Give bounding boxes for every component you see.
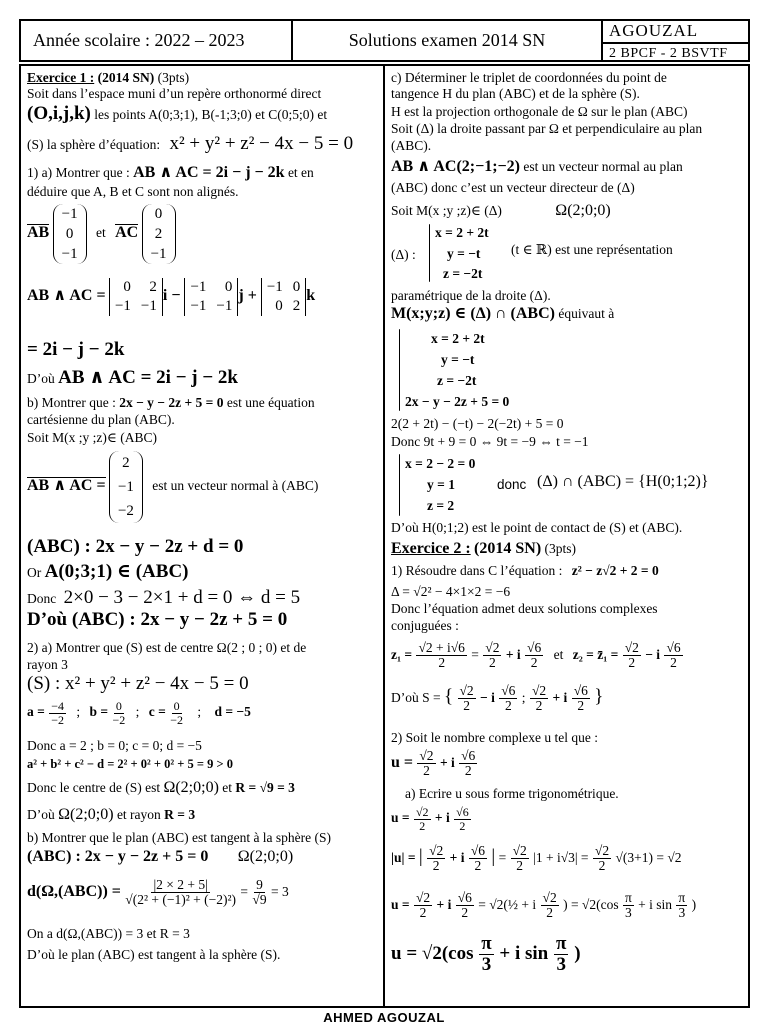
text-line: Soit dans l’espace muni d’un repère orthonormé direct [27,86,322,101]
plane-and-centre [27,849,293,865]
text-line: (ABC) donc c’est un vecteur directeur de (Δ) [391,180,635,195]
fraction [454,806,471,832]
vector-component: 0 [154,206,163,222]
frac-den: 3 [678,905,686,921]
q1b-equation: 2x − y − 2z + 5 = 0 [119,395,224,410]
frame-line [27,103,328,124]
question-1b [27,395,315,411]
class-names: 2 BPCF - 2 BSVTF [609,46,728,61]
plane-general-eq: (ABC) : 2x − y − 2z + d = 0 [27,536,244,557]
intersection-line [391,306,614,322]
system-row: x = 2 − 2 = 0 [405,456,476,471]
vector-component: 2 [154,226,163,242]
det-entry: 0 [292,279,301,295]
frac-num: √2 [512,843,527,858]
system-brace [429,224,430,282]
trig-part: ½ + i [507,896,537,912]
q1-equation: z² − z√2 + 2 = 0 [571,563,659,578]
modulus-middle: |1 + i√3| = [533,849,589,865]
frac-den: 3 [625,905,632,921]
frac-num: √2 + i√6 [418,640,465,655]
contact-point-line: D’où H(0;1;2) est le point de contact de (S) et (ABC). [391,520,683,535]
dou-word: D’où [27,807,55,822]
ex2-year: (2014 SN) [474,540,542,557]
normal-vector-line [391,159,683,175]
left-column [19,64,385,1008]
question-2-ex2: 2) Soit le nombre complexe u tel que : [391,730,598,745]
text-line: (ABC). [391,138,432,153]
tangent-conclusion: D’où le plan (ABC) est tangent à la sphère (S). [27,947,281,962]
centre-conclusion [27,807,195,823]
vectors-line [27,204,176,264]
radius-sum: a² + b² + c² − d = 2² + 0² + 0² + 5 = 9 > 0 [27,757,234,771]
vector-component: −1 [117,479,134,495]
right-column [385,64,750,1008]
radius-text: et rayon [116,807,161,822]
det-entry: −1 [190,298,207,314]
system-row: x = 2 + 2t [435,225,489,240]
vector-component: 2 [122,455,130,471]
distance-line [27,878,289,907]
ex1-points: (3pts) [154,70,190,85]
school-year: Année scolaire : 2022 – 2023 [21,21,293,60]
minus-i: − i [645,646,661,662]
frac-den: 2 [530,655,538,671]
frac-den: 2 [423,763,430,779]
coef-b-label: b = [89,704,109,720]
frac-num: π [481,933,492,954]
frac-den: 2 [489,655,496,671]
plane-equation: (ABC) : 2x − y − 2z + 5 = 0 [27,848,209,865]
equals: = [240,883,249,899]
system-brace [399,454,400,516]
det-entry: 2 [149,279,157,295]
frac-num: √2 [459,683,474,698]
point-in-plane [27,561,189,582]
frac-den: 2 [504,698,512,714]
fraction [676,891,687,920]
fraction [554,934,568,975]
point-on-line [391,203,611,219]
text-line: cartésienne du plan (ABC). [27,412,175,427]
intersection-result: (Δ) ∩ (ABC) = {H(0;1;2)} [537,473,709,490]
cross-result: = 2i − j − 2k [27,339,125,360]
ac-label: AC [115,224,139,242]
distance-label: d(Ω,(ABC)) = [27,882,121,900]
system-row: z = −2t [437,373,477,388]
ex1-title: Exercice 1 : [27,70,95,85]
cross-label: AB ∧ AC = [27,287,106,305]
trig-form-final [391,934,581,975]
text-line: paramétrique de la droite (Δ). [391,288,551,303]
sphere-text: (S) la sphère d’équation: [27,137,161,152]
system-note: (t ∈ ℝ) est une représentation [511,242,673,257]
trig-part: ) = √2(cos [563,896,619,912]
normal-text: est un vecteur normal au plan [520,159,683,174]
text-line: Soit M(x ;y ;z)∈ (ABC) [27,430,157,445]
donc-word: Donc [27,591,57,606]
vector-component: −2 [117,503,134,519]
det-entry: 0 [224,279,233,295]
fraction [458,684,476,713]
z1-label: z₁ = [391,646,413,662]
frac-den: −2 [112,712,126,727]
equals: = [471,646,479,662]
fraction [417,749,435,778]
question-1-ex2 [391,563,659,579]
fraction [664,641,682,670]
det-entry: −1 [216,298,233,314]
q1b-end: est une équation [223,395,315,410]
ab-label: AB [27,224,50,242]
frac-num: √6 [456,805,469,819]
fraction [499,684,517,713]
cross-conclusion-eq: AB ∧ AC = 2i − j − 2k [58,367,238,388]
exercise-2-heading [391,541,576,557]
frac-num: √2 [594,843,610,858]
fraction [469,844,487,873]
fraction [525,641,543,670]
ab-vector [53,204,87,264]
frac-den: 2 [516,858,524,874]
system-row: y = 1 [427,477,455,492]
system-row: z = 2 [427,498,455,513]
and-word: et [222,780,233,795]
frac-den: 2 [438,655,446,671]
frac-den: √(2² + (−1)² + (−2)²) [125,892,237,908]
u-definition [391,749,478,778]
frac-num: π [678,890,686,905]
determinant-k [261,278,306,316]
q1a-text: 1) a) Montrer que : [27,165,130,180]
author-block [603,21,748,60]
frac-den: 2 [459,818,466,833]
ex2-title: Exercice 2 : [391,540,471,557]
ex2-points: (3pts) [541,541,577,556]
det-entry: −1 [114,298,131,314]
fraction [530,684,548,713]
trig-part: = √2( [478,896,508,912]
fraction [541,891,559,920]
det-entry: −1 [140,298,157,314]
distance-fraction [125,878,236,907]
text-line: déduire que A, B et C sont non alignés. [27,184,239,199]
frac-den: 3 [556,953,566,975]
frac-den: 2 [546,905,553,921]
or-word: Or [27,565,42,580]
coefficients-line: a = $\frac{-4}{-2}$ ; b = $\frac{0}{-2}$ ; c = $\frac{0}{-2}$ ; d = −5 [27,699,251,727]
u-definition-2 [391,806,472,832]
frac-num: √2 [415,890,431,905]
author-name: AGOUZAL [603,21,748,44]
frac-den: 2 [461,905,469,921]
plus-i: + i [439,754,455,770]
trig-derivation: u = $\frac{√2}{2}$ + i $\frac{√6}{2}$ = √2(½ + i $\frac{√2}{2}$ ) = √2(cos $\frac{\pi}{3}$ + i sin $\frac{\pi}{3}$ ) [391,890,697,921]
solve-t-line: Donc 9t + 9 = 0 ⇔ 9t = −9 ⇔ t = −1 [391,434,589,449]
fraction [623,891,634,920]
system-row: z = −2t [443,266,483,281]
centre-point: Ω(2;0;0) [237,848,294,865]
text-line: rayon 3 [27,657,68,672]
footer-author: AHMED AGOUZAL [323,1010,445,1025]
solution-label: D’où S = [391,689,441,705]
coefficients-values: Donc a = 2 ; b = 0; c = 0; d = −5 [27,738,202,753]
radius-value: R = √9 = 3 [235,780,295,795]
z2-label: z₂ = z̄₁ = [572,646,619,662]
text-line: Donc l’équation admet deux solutions complexes [391,601,658,616]
modulus-end: √(3+1) = √2 [615,849,682,865]
frac-den: 2 [577,698,585,714]
fraction [459,749,477,778]
cross-label-2: AB ∧ AC = [27,477,106,495]
fraction [427,844,445,873]
fraction [416,641,466,670]
distance-compare: On a d(Ω,(ABC)) = 3 et R = 3 [27,926,190,941]
question-1a [27,165,314,181]
frac-num: π [624,890,632,905]
normal-vector: AB ∧ AC(2;−1;−2) [391,158,520,175]
frac-den: 2 [432,858,440,874]
determinant-i [109,278,163,316]
point-text: Soit M(x ;y ;z)∈ (Δ) [391,203,502,218]
det-entry: 0 [275,298,283,314]
document-title: Solutions examen 2014 SN [293,21,603,60]
frac-num: 9 [256,877,263,892]
modulus-label: |u| = [391,849,416,865]
fraction [483,641,501,670]
discriminant: Δ = √2² − 4×1×2 = −6 [391,584,511,599]
fraction [479,934,493,975]
det-entry: −1 [190,279,207,295]
centre-text: Donc le centre de (S) est [27,780,161,795]
point-a-membership: A(0;3;1) ∈ (ABC) [44,561,189,582]
frac-num: 0 [173,699,180,713]
q1b-text: b) Montrer que : [27,395,116,410]
q1-text: 1) Résoudre dans C l’équation : [391,563,563,578]
frac-den: −2 [51,712,64,727]
centre-line [27,780,295,796]
modulus-line: |u| = | $\frac{√2}{2}$ + i $\frac{√6}{2}$ | = $\frac{√2}{2}$ |1 + i√3| = $\frac{√2}{2}$ √(3+1) = √2 [391,843,682,874]
text-line: tangence H du plan (ABC) et de la sphère (S). [391,86,640,101]
fraction [593,844,611,873]
question-2a-ex2: a) Ecrire u sous forme trigonométrique. [405,786,619,801]
frac-num: √2 [542,890,557,905]
trig-final-part: u = √2(cos [391,942,474,964]
minus-i: − i [480,689,495,705]
det-entry: −1 [266,279,283,295]
substitution-line: 2(2 + 2t) − (−t) − 2(−2t) + 5 = 0 [391,416,564,431]
normal-vector-line [27,451,318,523]
frac-num: √2 [419,748,434,763]
system-row: 2x − y − 2z + 5 = 0 [405,394,510,409]
text-line: conjuguées : [391,618,459,633]
frac-num: √6 [457,890,472,905]
question-1c: c) Déterminer le triplet de coordonnées du point de [391,70,667,85]
system-label: (Δ) : [391,247,416,262]
points-text: les points A(0;3;1), B(-1;3;0) et C(0;5;0) et [90,107,328,122]
coef-d: d = −5 [214,704,251,720]
vector-component: −1 [150,246,167,262]
frac-num: |2 × 2 + 5| [153,877,208,892]
trig-final-part: ) [574,942,581,964]
centre-point: Ω(2;0;0) [555,202,611,219]
vector-component: −1 [61,246,78,262]
solve-d-line [27,587,301,608]
solve-d-eq: 2×0 − 3 − 2×1 + d = 0 ⇔ d = 5 [63,587,301,608]
fraction [414,891,432,920]
vector-component: 0 [65,226,74,242]
sphere-equation-2: (S) : x² + y² + z² − 4x − 5 = 0 [27,673,249,694]
centre-point: Ω(2;0;0) [58,806,114,823]
coef-a-frac [49,700,66,726]
frame-symbol: (O,i,j,k) [27,103,91,124]
determinant-j [184,278,238,316]
u-label: u = [391,810,410,826]
plus-i: + i [436,896,452,912]
roots-line [391,641,684,670]
solution-set-line: D’où S = { $\frac{√2}{2}$ − i $\frac{√6}{2}$ ; $\frac{√2}{2}$ + i $\frac{√6}{2}$ } [391,683,604,714]
system-row: y = −t [441,352,475,367]
frac-num: √2 [429,843,444,858]
det-entry: 0 [123,279,131,295]
ex1-year: (2014 SN) [94,70,155,85]
fraction [572,684,590,713]
frac-den: 2 [464,763,472,779]
q1a-equation: AB ∧ AC = 2i − j − 2k [133,164,285,181]
plus-i: + i [552,689,568,705]
frac-num: −4 [51,699,64,713]
normal-text: est un vecteur normal à (ABC) [152,478,319,494]
frac-num: √2 [485,640,500,655]
question-2a: 2) a) Montrer que (S) est de centre Ω(2 ; 0 ; 0) et de [27,640,307,655]
text-line: Soit (Δ) la droite passant par Ω et perpendiculaire au plan [391,121,703,136]
coef-b-frac [112,700,125,726]
frac-den: 2 [628,655,636,671]
frac-num: √2 [415,805,429,819]
dou-word: D’où [27,371,55,386]
distance-fraction-2 [252,878,266,907]
plus-i: + i [505,646,521,662]
fraction [456,891,474,920]
fraction [623,641,641,670]
coef-a-label: a = [27,704,45,720]
frac-den: 2 [419,905,427,921]
fraction [511,844,529,873]
and-word: et [553,646,564,662]
normal-vector [109,451,143,523]
frac-den: 2 [474,858,482,874]
exercise-1-heading [27,70,189,86]
intersection-eq: M(x;y;z) ∈ (Δ) ∩ (ABC) [391,305,555,322]
frac-den: √9 [252,892,267,908]
cross-conclusion [27,367,238,388]
cross-product-line: AB ∧ AC = 0 2 −1 −1i − −1 0 −1 −1j + −1 0 0 2k [27,279,316,314]
question-2b: b) Montrer que le plan (ABC) est tangent à la sphère (S) [27,830,332,845]
system-brace [399,329,400,411]
frac-den: 2 [598,858,606,874]
fraction [414,806,431,832]
plane-equation-result: D’où (ABC) : 2x − y − 2z + 5 = 0 [27,609,288,630]
frac-den: 2 [670,655,677,671]
trig-part: + i sin [638,896,673,912]
frac-den: 2 [535,698,543,714]
sphere-line [27,133,354,154]
radius-final: R = 3 [164,807,196,822]
u-label: u = [391,896,410,912]
vector-component: −1 [61,206,78,222]
text-line: H est la projection orthogonale de Ω sur le plan (ABC) [391,104,688,119]
centre-point: Ω(2;0;0) [163,779,219,796]
frac-num: √6 [527,640,542,655]
frac-num: 0 [115,699,122,713]
frac-num: √6 [666,640,681,655]
frac-num: √2 [531,683,547,698]
sphere-equation: x² + y² + z² − 4x − 5 = 0 [169,133,354,154]
frac-num: √6 [501,683,516,698]
frac-den: 3 [481,953,492,975]
u-label: u = [391,753,414,771]
frac-den: 2 [419,818,426,833]
q1a-end: et en [284,165,314,180]
frac-num: √6 [461,748,476,763]
system-row: x = 2 + 2t [431,331,485,346]
header-box [19,19,750,62]
coef-c-frac [170,700,183,726]
and-word: et [95,225,106,241]
frac-num: π [556,933,567,954]
frac-den: 2 [463,698,470,714]
donc-word: donc [497,477,527,492]
trig-final-part: + i sin [499,942,549,964]
frac-den: −2 [170,712,183,727]
system-row: y = −t [447,246,481,261]
coef-c-label: c = [148,704,166,720]
plus-i: + i [434,810,450,826]
ac-vector [142,204,176,264]
frac-num: √2 [624,640,639,655]
frac-num: √6 [573,683,588,698]
equivalent-text: équivaut à [554,306,615,321]
det-entry: 2 [292,298,301,314]
frac-num: √6 [470,843,486,858]
distance-result: = 3 [270,883,289,899]
plus-i: + i [449,849,465,865]
